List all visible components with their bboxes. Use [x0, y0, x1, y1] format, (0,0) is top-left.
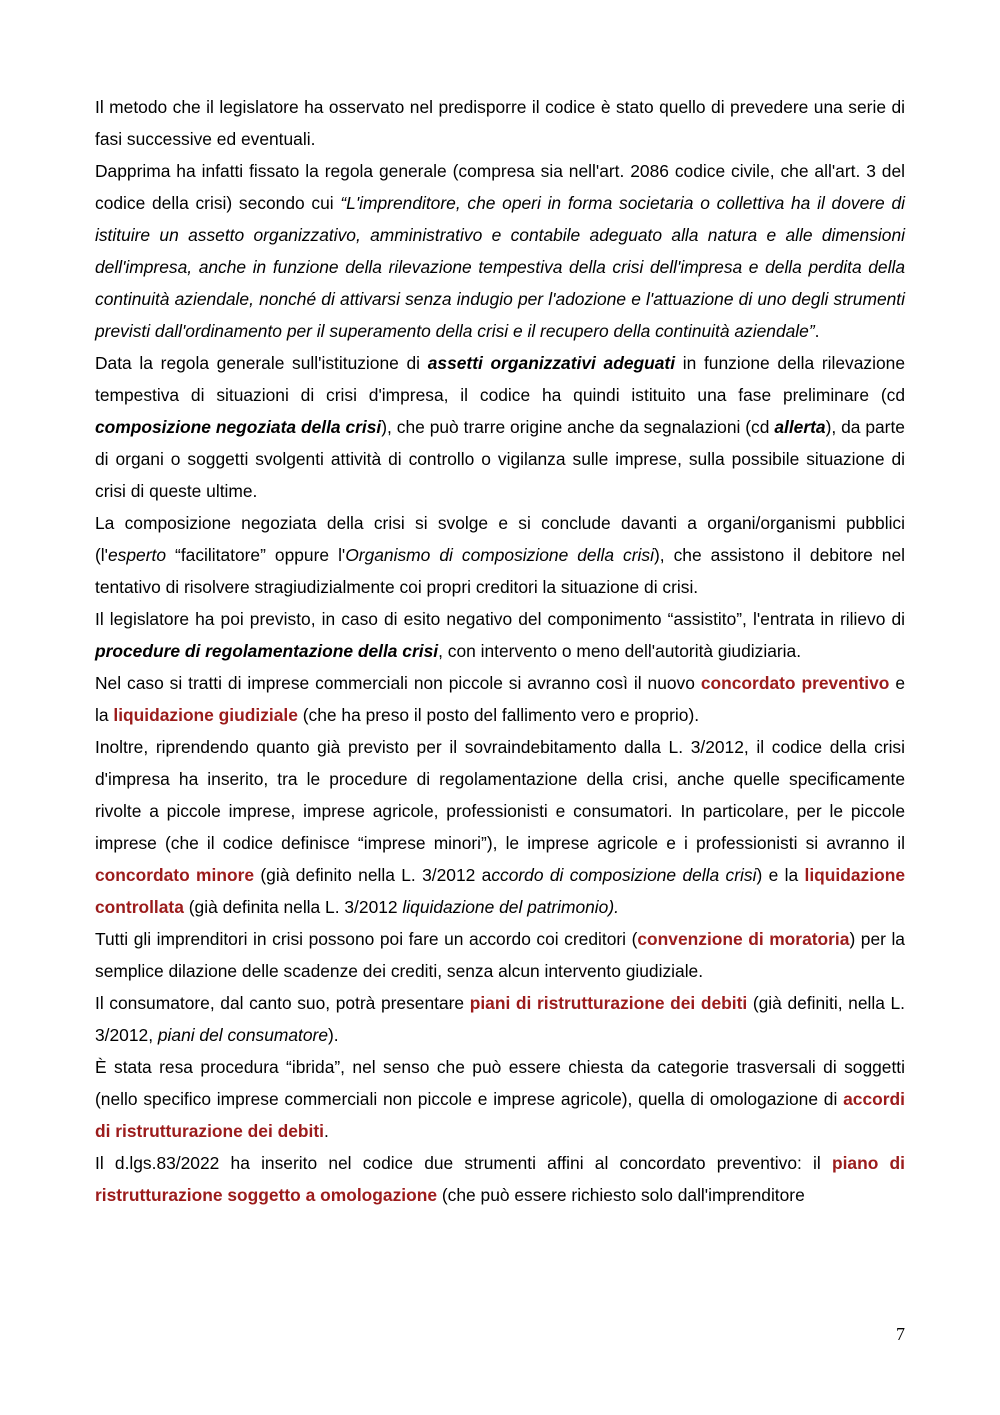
- text-run: Il d.lgs.83/2022 ha inserito nel codice due strumenti affini al concordato preventivo: il: [95, 1153, 832, 1173]
- text-run: ), da parte di organi o soggetti svolgenti attività di controllo o vigilanza sulle imprese, sulla possibile situazione di crisi di queste ultime.: [95, 417, 905, 501]
- text-run: , con intervento o meno dell'autorità giudiziaria.: [438, 641, 802, 661]
- bold-italic-term: composizione negoziata della crisi: [95, 417, 382, 437]
- text-run: e la: [95, 673, 906, 725]
- text-run: in funzione della rilevazione tempestiva di situazioni di crisi d'impresa, il codice ha quindi istituito una fase preliminare (cd: [95, 353, 905, 405]
- text-run: Tutti gli imprenditori in crisi possono poi fare un accordo coi creditori (: [95, 929, 638, 949]
- paragraph: [95, 507, 905, 603]
- text-run: (che può essere richiesto solo dall'imprenditore: [437, 1185, 805, 1205]
- highlighted-term: convenzione di moratoria: [637, 929, 850, 949]
- paragraph: [95, 1147, 905, 1211]
- highlighted-term: concordato minore: [95, 865, 255, 885]
- paragraph: [95, 731, 905, 923]
- italic-text: liquidazione del patrimonio).: [402, 897, 619, 917]
- highlighted-term: accordi di ristrutturazione dei debiti: [95, 1089, 905, 1141]
- text-run: Inoltre, riprendendo quanto già previsto per il sovraindebitamento dalla L. 3/2012, il codice della crisi d'impresa ha inserito, tra le procedure di regolamentazione della crisi, anche quelle specificamente rivolte a piccole imprese, imprese agricole, professionisti e consumatori. In particolare, per le piccole imprese (che il codice definisce “imprese minori”), le imprese agricole e i professionisti si avranno il: [95, 737, 905, 853]
- text-run: Il consumatore, dal canto suo, potrà presentare: [95, 993, 470, 1013]
- paragraph: [95, 91, 905, 155]
- text-run: Il metodo che il legislatore ha osservato nel predisporre il codice è stato quello di prevedere una serie di fasi successive ed eventuali.: [95, 97, 905, 149]
- text-run: ), che assistono il debitore nel tentativo di risolvere stragiudizialmente coi propri creditori la situazione di crisi.: [95, 545, 905, 597]
- page-number: 7: [896, 1324, 905, 1344]
- text-run: ) per la semplice dilazione delle scadenze dei crediti, senza alcun intervento giudiziale.: [95, 929, 905, 981]
- highlighted-term: concordato preventivo: [700, 673, 890, 693]
- text-run: È stata resa procedura “ibrida”, nel senso che può essere chiesta da categorie trasversali di soggetti (nello specifico imprese commerciali non piccole e imprese agricole), quella di omologazione di: [95, 1057, 905, 1109]
- bold-italic-term: allerta: [774, 417, 826, 437]
- paragraph: [95, 1051, 905, 1147]
- text-run: Data la regola generale sull'istituzione di: [95, 353, 428, 373]
- highlighted-term: piano di ristrutturazione soggetto a omologazione: [95, 1153, 905, 1205]
- text-run: ) e la: [756, 865, 805, 885]
- italic-text: “L'imprenditore, che operi in forma societaria o collettiva ha il dovere di istituire un assetto organizzativo, amministrativo e contabile adeguato alla natura e alle dimensioni dell'impresa, anche in funzione della rilevazione tempestiva della crisi dell'impresa e della perdita della continuità aziendale, nonché di attivarsi senza indugio per l'adozione e l'attuazione di uno degli strumenti previsti dall'ordinamento per il superamento della crisi e il recupero della continuità aziendale”: [95, 193, 905, 341]
- text-run: (già definito nella L. 3/2012 a: [254, 865, 492, 885]
- italic-text: esperto: [107, 545, 166, 565]
- text-run: Il legislatore ha poi previsto, in caso di esito negativo del componimento “assistito”, l'entrata in rilievo di: [95, 609, 905, 629]
- text-run: Dapprima ha infatti fissato la regola generale (compresa sia nell'art. 2086 codice civile, che all'art. 3 del codice della crisi) secondo cui: [95, 161, 905, 213]
- body-text: [95, 91, 905, 1211]
- text-run: ).: [328, 1025, 339, 1045]
- paragraph: [95, 603, 905, 667]
- italic-text: piani del consumatore: [157, 1025, 329, 1045]
- highlighted-term: liquidazione controllata: [95, 865, 905, 917]
- paragraph: [95, 987, 905, 1051]
- text-run: .: [324, 1121, 329, 1141]
- italic-text: ccordo di composizione della crisi: [491, 865, 757, 885]
- text-run: “facilitatore” oppure l': [166, 545, 346, 565]
- highlighted-term: piani di ristrutturazione dei debiti: [469, 993, 748, 1013]
- paragraph: [95, 923, 905, 987]
- paragraph: [95, 155, 905, 347]
- highlighted-term: liquidazione giudiziale: [113, 705, 298, 725]
- text-run: ), che può trarre origine anche da segnalazioni (cd: [381, 417, 775, 437]
- text-run: (già definita nella L. 3/2012: [183, 897, 403, 917]
- text-run: (che ha preso il posto del fallimento vero e proprio).: [297, 705, 700, 725]
- italic-text: Organismo di composizione della crisi: [345, 545, 654, 565]
- bold-italic-term: assetti organizzativi adeguati: [427, 353, 676, 373]
- paragraph: [95, 667, 905, 731]
- text-run: .: [814, 321, 820, 341]
- paragraph: [95, 347, 905, 507]
- bold-italic-term: procedure di regolamentazione della crisi: [95, 641, 439, 661]
- text-run: Nel caso si tratti di imprese commerciali non piccole si avranno così il nuovo: [95, 673, 701, 693]
- text-run: La composizione negoziata della crisi si svolge e si conclude davanti a organi/organismi pubblici (l': [95, 513, 905, 565]
- text-run: (già definiti, nella L. 3/2012,: [95, 993, 906, 1045]
